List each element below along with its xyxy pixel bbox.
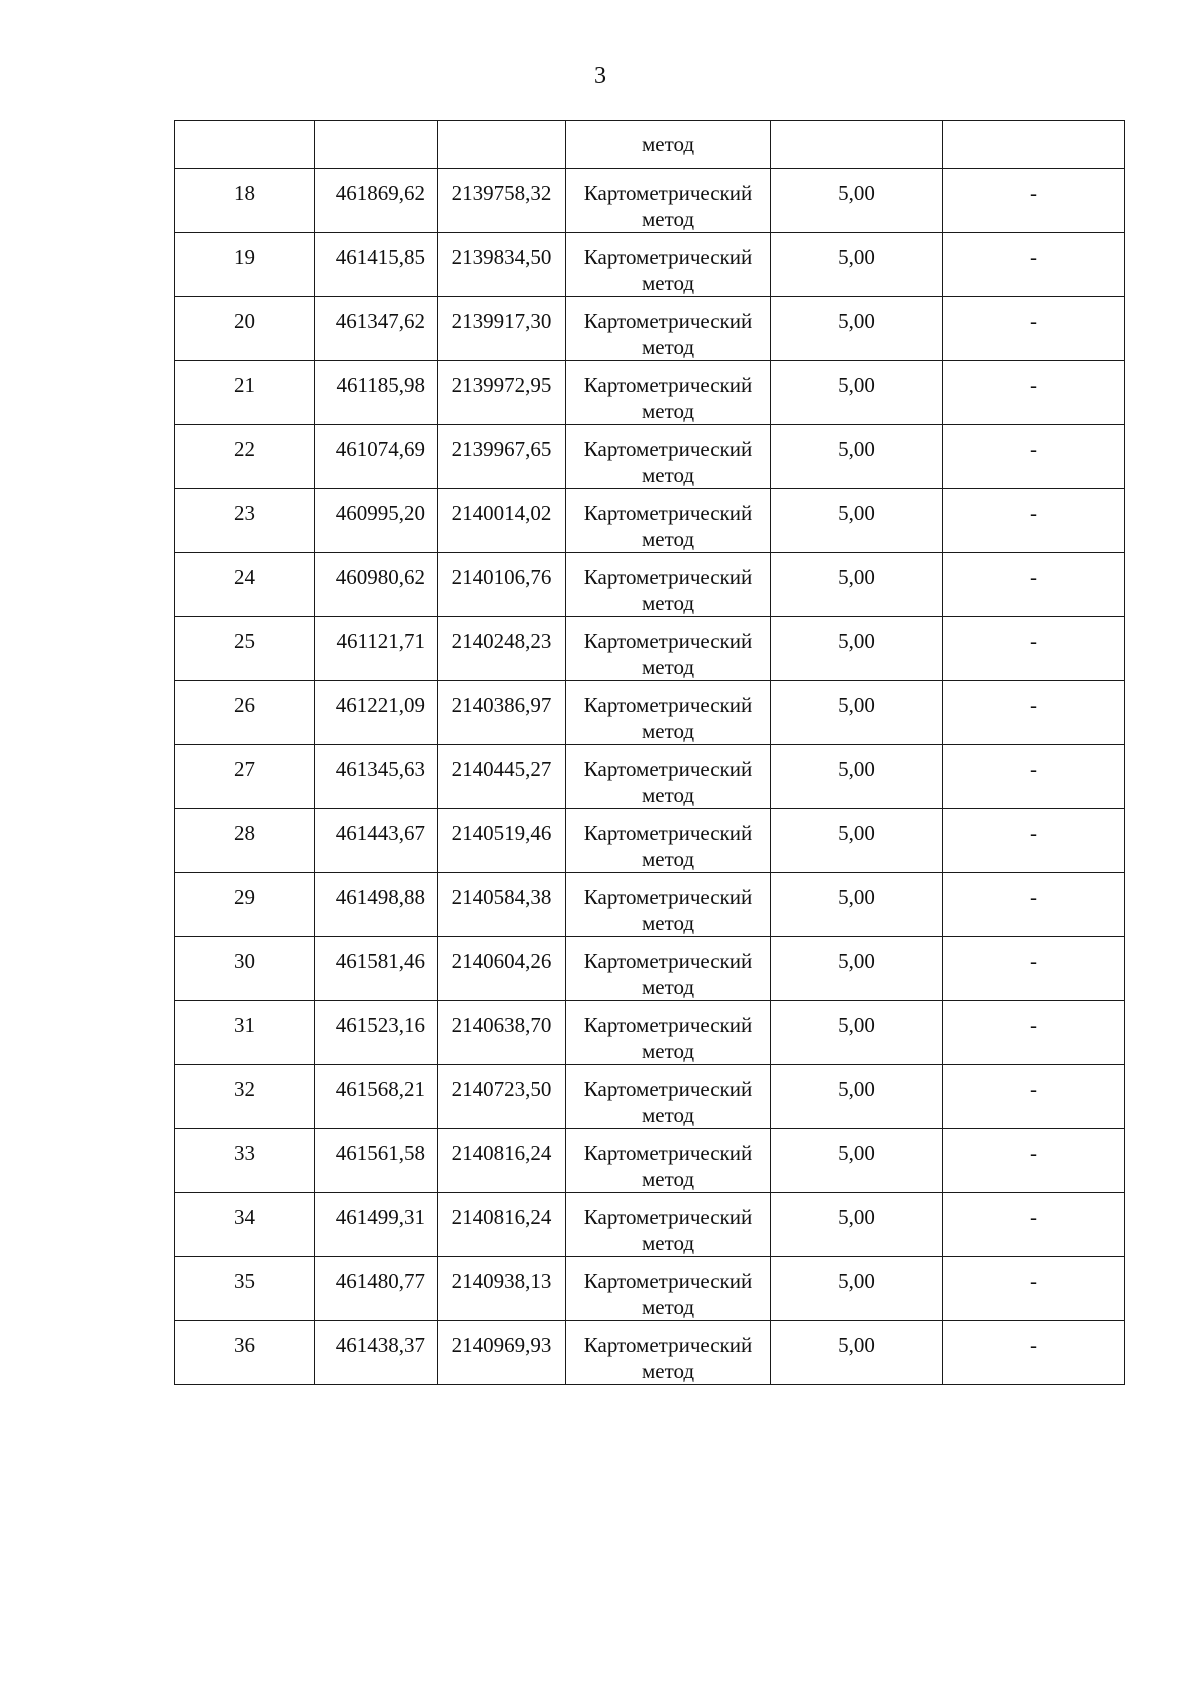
method-line-1: Картометрический [583, 1141, 753, 1165]
extra-cell: - [943, 1065, 1125, 1129]
point-number-cell: 35 [175, 1257, 315, 1321]
table-row [175, 1257, 1125, 1321]
table-row [175, 1321, 1125, 1385]
method-cell [566, 169, 771, 233]
accuracy-cell: 5,00 [771, 553, 943, 617]
method-line-1: Картометрический [583, 565, 753, 589]
method-cell [566, 1065, 771, 1129]
page-number: 3 [594, 63, 606, 89]
method-line-2: метод [641, 1039, 695, 1063]
method-cell [566, 361, 771, 425]
method-line-2: метод [641, 1103, 695, 1127]
y-coordinate-cell: 2139758,32 [438, 169, 566, 233]
extra-cell: - [943, 873, 1125, 937]
method-line-2: метод [641, 783, 695, 807]
coordinates-table [174, 120, 1125, 1385]
extra-cell: - [943, 489, 1125, 553]
extra-cell: - [943, 233, 1125, 297]
method-line-2: метод [641, 271, 695, 295]
x-coordinate-cell [315, 121, 438, 169]
extra-cell: - [943, 745, 1125, 809]
point-number-cell: 25 [175, 617, 315, 681]
x-coordinate-cell: 461443,67 [315, 809, 438, 873]
table-row [175, 233, 1125, 297]
method-cell [566, 681, 771, 745]
point-number-cell: 30 [175, 937, 315, 1001]
method-cell [566, 873, 771, 937]
accuracy-cell [771, 121, 943, 169]
table-row [175, 1001, 1125, 1065]
x-coordinate-cell: 460980,62 [315, 553, 438, 617]
accuracy-cell: 5,00 [771, 169, 943, 233]
method-line-1: Картометрический [583, 629, 753, 653]
method-line-2: метод [641, 399, 695, 423]
table-row [175, 1065, 1125, 1129]
table-row [175, 617, 1125, 681]
method-cell [566, 425, 771, 489]
method-line-1: Картометрический [583, 437, 753, 461]
point-number-cell: 33 [175, 1129, 315, 1193]
x-coordinate-cell: 461347,62 [315, 297, 438, 361]
method-line-2: метод [641, 975, 695, 999]
method-line-1: Картометрический [583, 1269, 753, 1293]
extra-cell: - [943, 1257, 1125, 1321]
x-coordinate-cell: 461568,21 [315, 1065, 438, 1129]
method-cell [566, 1257, 771, 1321]
method-cell [566, 233, 771, 297]
point-number-cell: 32 [175, 1065, 315, 1129]
method-cell [566, 809, 771, 873]
point-number-cell: 29 [175, 873, 315, 937]
accuracy-cell: 5,00 [771, 1129, 943, 1193]
y-coordinate-cell: 2140723,50 [438, 1065, 566, 1129]
method-line-2: метод [641, 1359, 695, 1383]
x-coordinate-cell: 461561,58 [315, 1129, 438, 1193]
x-coordinate-cell: 461523,16 [315, 1001, 438, 1065]
method-cell [566, 1321, 771, 1385]
method-line-2: метод [641, 335, 695, 359]
method-cell [566, 937, 771, 1001]
table-row [175, 937, 1125, 1001]
table-row [175, 553, 1125, 617]
point-number-cell: 34 [175, 1193, 315, 1257]
method-cell [566, 1001, 771, 1065]
method-line-1: Картометрический [583, 181, 753, 205]
x-coordinate-cell: 461438,37 [315, 1321, 438, 1385]
table-row [175, 169, 1125, 233]
method-cell [566, 1193, 771, 1257]
method-cell [566, 297, 771, 361]
table-row [175, 489, 1125, 553]
extra-cell: - [943, 1193, 1125, 1257]
accuracy-cell: 5,00 [771, 1193, 943, 1257]
accuracy-cell: 5,00 [771, 425, 943, 489]
accuracy-cell: 5,00 [771, 1321, 943, 1385]
table-row [175, 1129, 1125, 1193]
table-row [175, 425, 1125, 489]
extra-cell [943, 121, 1125, 169]
y-coordinate-cell [438, 121, 566, 169]
coordinates-table-body [175, 121, 1125, 1385]
accuracy-cell: 5,00 [771, 937, 943, 1001]
x-coordinate-cell: 461869,62 [315, 169, 438, 233]
accuracy-cell: 5,00 [771, 745, 943, 809]
method-line-2: метод [641, 207, 695, 231]
method-line-2: метод [641, 591, 695, 615]
accuracy-cell: 5,00 [771, 361, 943, 425]
y-coordinate-cell: 2140106,76 [438, 553, 566, 617]
accuracy-cell: 5,00 [771, 681, 943, 745]
method-line-1: Картометрический [583, 1333, 753, 1357]
table-row [175, 809, 1125, 873]
accuracy-cell: 5,00 [771, 1001, 943, 1065]
point-number-cell: 21 [175, 361, 315, 425]
point-number-cell: 27 [175, 745, 315, 809]
method-cell [566, 745, 771, 809]
accuracy-cell: 5,00 [771, 489, 943, 553]
table-row [175, 681, 1125, 745]
method-line-1: Картометрический [583, 757, 753, 781]
table-row [175, 873, 1125, 937]
extra-cell: - [943, 169, 1125, 233]
extra-cell: - [943, 937, 1125, 1001]
method-line-2: метод [641, 1231, 695, 1255]
method-line-1: Картометрический [583, 693, 753, 717]
x-coordinate-cell: 461499,31 [315, 1193, 438, 1257]
extra-cell: - [943, 681, 1125, 745]
method-line-2: метод [641, 527, 695, 551]
method-line-1: Картометрический [583, 1077, 753, 1101]
method-line-1: Картометрический [583, 501, 753, 525]
method-line-2: метод [641, 911, 695, 935]
x-coordinate-cell: 461480,77 [315, 1257, 438, 1321]
y-coordinate-cell: 2140969,93 [438, 1321, 566, 1385]
point-number-cell: 19 [175, 233, 315, 297]
y-coordinate-cell: 2140248,23 [438, 617, 566, 681]
x-coordinate-cell: 460995,20 [315, 489, 438, 553]
x-coordinate-cell: 461221,09 [315, 681, 438, 745]
method-line-2: метод [641, 847, 695, 871]
x-coordinate-cell: 461121,71 [315, 617, 438, 681]
table-row [175, 1193, 1125, 1257]
extra-cell: - [943, 361, 1125, 425]
extra-cell: - [943, 1321, 1125, 1385]
y-coordinate-cell: 2140386,97 [438, 681, 566, 745]
point-number-cell: 31 [175, 1001, 315, 1065]
extra-cell: - [943, 1001, 1125, 1065]
method-line-1: Картометрический [583, 373, 753, 397]
table-row [175, 745, 1125, 809]
y-coordinate-cell: 2139967,65 [438, 425, 566, 489]
y-coordinate-cell: 2140584,38 [438, 873, 566, 937]
y-coordinate-cell: 2139972,95 [438, 361, 566, 425]
y-coordinate-cell: 2139834,50 [438, 233, 566, 297]
y-coordinate-cell: 2140816,24 [438, 1129, 566, 1193]
extra-cell: - [943, 617, 1125, 681]
method-line-2: метод [641, 719, 695, 743]
x-coordinate-cell: 461498,88 [315, 873, 438, 937]
method-line-2: метод [641, 1167, 695, 1191]
x-coordinate-cell: 461074,69 [315, 425, 438, 489]
method-cell: метод [566, 121, 771, 169]
point-number-cell: 24 [175, 553, 315, 617]
method-cell [566, 617, 771, 681]
accuracy-cell: 5,00 [771, 873, 943, 937]
point-number-cell: 18 [175, 169, 315, 233]
extra-cell: - [943, 297, 1125, 361]
method-line-1: Картометрический [583, 821, 753, 845]
accuracy-cell: 5,00 [771, 233, 943, 297]
method-line-2: метод [641, 463, 695, 487]
continuation-row [175, 121, 1125, 169]
point-number-cell: 22 [175, 425, 315, 489]
extra-cell: - [943, 809, 1125, 873]
accuracy-cell: 5,00 [771, 1257, 943, 1321]
method-cell [566, 553, 771, 617]
method-line-2: метод [641, 1295, 695, 1319]
point-number-cell [175, 121, 315, 169]
method-line-1: Картометрический [583, 949, 753, 973]
accuracy-cell: 5,00 [771, 809, 943, 873]
method-line-1: Картометрический [583, 1205, 753, 1229]
accuracy-cell: 5,00 [771, 617, 943, 681]
method-line-1: Картометрический [583, 885, 753, 909]
method-line-1: Картометрический [583, 309, 753, 333]
y-coordinate-cell: 2140014,02 [438, 489, 566, 553]
point-number-cell: 23 [175, 489, 315, 553]
method-line-2: метод [641, 655, 695, 679]
point-number-cell: 28 [175, 809, 315, 873]
method-line-1: Картометрический [583, 1013, 753, 1037]
table-row [175, 297, 1125, 361]
y-coordinate-cell: 2140638,70 [438, 1001, 566, 1065]
y-coordinate-cell: 2140604,26 [438, 937, 566, 1001]
y-coordinate-cell: 2140445,27 [438, 745, 566, 809]
method-cell [566, 489, 771, 553]
extra-cell: - [943, 1129, 1125, 1193]
extra-cell: - [943, 425, 1125, 489]
x-coordinate-cell: 461185,98 [315, 361, 438, 425]
x-coordinate-cell: 461415,85 [315, 233, 438, 297]
x-coordinate-cell: 461581,46 [315, 937, 438, 1001]
method-line-1: Картометрический [583, 245, 753, 269]
method-cell [566, 1129, 771, 1193]
x-coordinate-cell: 461345,63 [315, 745, 438, 809]
extra-cell: - [943, 553, 1125, 617]
accuracy-cell: 5,00 [771, 297, 943, 361]
point-number-cell: 36 [175, 1321, 315, 1385]
accuracy-cell: 5,00 [771, 1065, 943, 1129]
table-row [175, 361, 1125, 425]
y-coordinate-cell: 2140519,46 [438, 809, 566, 873]
y-coordinate-cell: 2140816,24 [438, 1193, 566, 1257]
y-coordinate-cell: 2139917,30 [438, 297, 566, 361]
point-number-cell: 20 [175, 297, 315, 361]
point-number-cell: 26 [175, 681, 315, 745]
y-coordinate-cell: 2140938,13 [438, 1257, 566, 1321]
